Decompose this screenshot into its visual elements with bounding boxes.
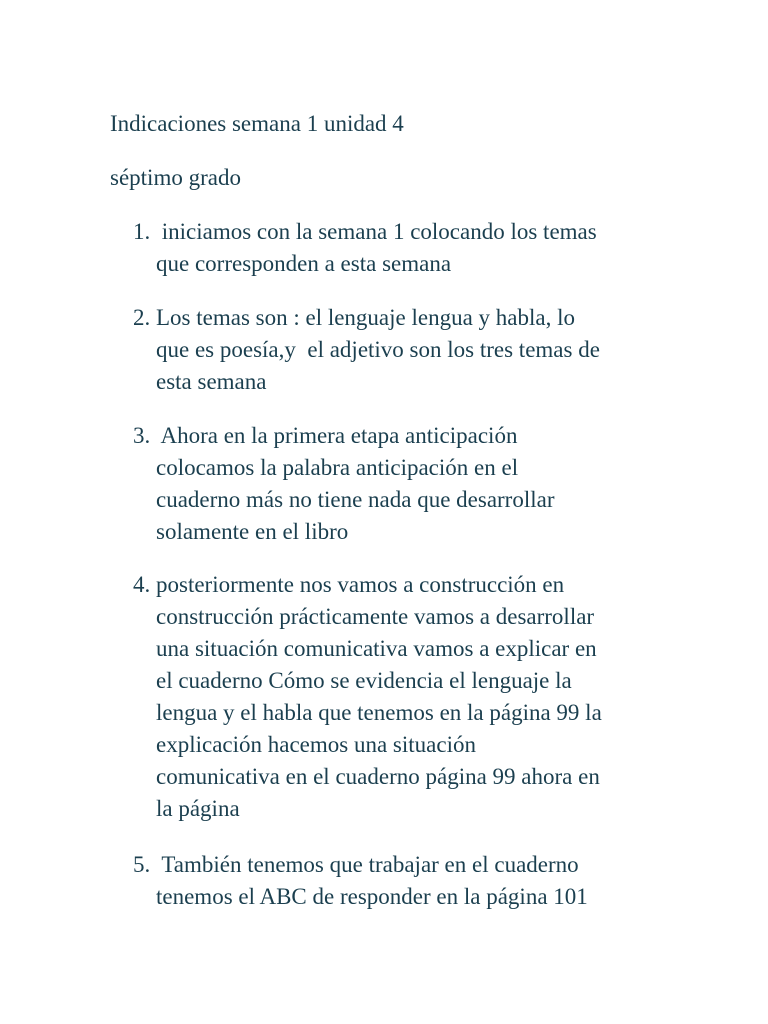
item-number: 2. (133, 305, 151, 330)
item-line: la página (156, 796, 240, 821)
item-line: lengua y el habla que tenemos en la página 99 la (156, 700, 602, 725)
item-line: construcción prácticamente vamos a desarrollar (156, 604, 595, 629)
document-grade: séptimo grado (110, 165, 241, 190)
item-text (156, 302, 656, 398)
item-line: También tenemos que trabajar en el cuaderno (156, 852, 579, 877)
item-line: el cuaderno Cómo se evidencia el lenguaje la (156, 668, 572, 693)
item-text (156, 569, 656, 825)
item-text (156, 849, 656, 913)
item-line: Ahora en la primera etapa anticipación (156, 423, 518, 448)
item-line: cuaderno más no tiene nada que desarrollar (156, 487, 555, 512)
item-line: comunicativa en el cuaderno página 99 ahora en (156, 764, 600, 789)
item-line: colocamos la palabra anticipación en el (156, 455, 519, 480)
item-number: 4. (133, 572, 151, 597)
document-title: Indicaciones semana 1 unidad 4 (110, 111, 404, 136)
item-number: 1. (133, 219, 151, 244)
item-line: que es poesía,y el adjetivo son los tres temas de (156, 337, 600, 362)
item-number: 3. (133, 423, 151, 448)
item-line: esta semana (156, 369, 267, 394)
item-line: tenemos el ABC de responder en la página 101 (156, 884, 588, 909)
item-line: Los temas son : el lenguaje lengua y habla, lo (156, 305, 575, 330)
item-line: una situación comunicativa vamos a explicar en (156, 636, 597, 661)
item-line: iniciamos con la semana 1 colocando los temas (156, 219, 597, 244)
item-line: posteriormente nos vamos a construcción en (156, 572, 565, 597)
item-line: que corresponden a esta semana (156, 251, 452, 276)
item-line: explicación hacemos una situación (156, 732, 476, 757)
item-number: 5. (133, 852, 151, 877)
item-text (156, 420, 656, 548)
item-line: solamente en el libro (156, 519, 349, 544)
item-text (156, 216, 656, 280)
